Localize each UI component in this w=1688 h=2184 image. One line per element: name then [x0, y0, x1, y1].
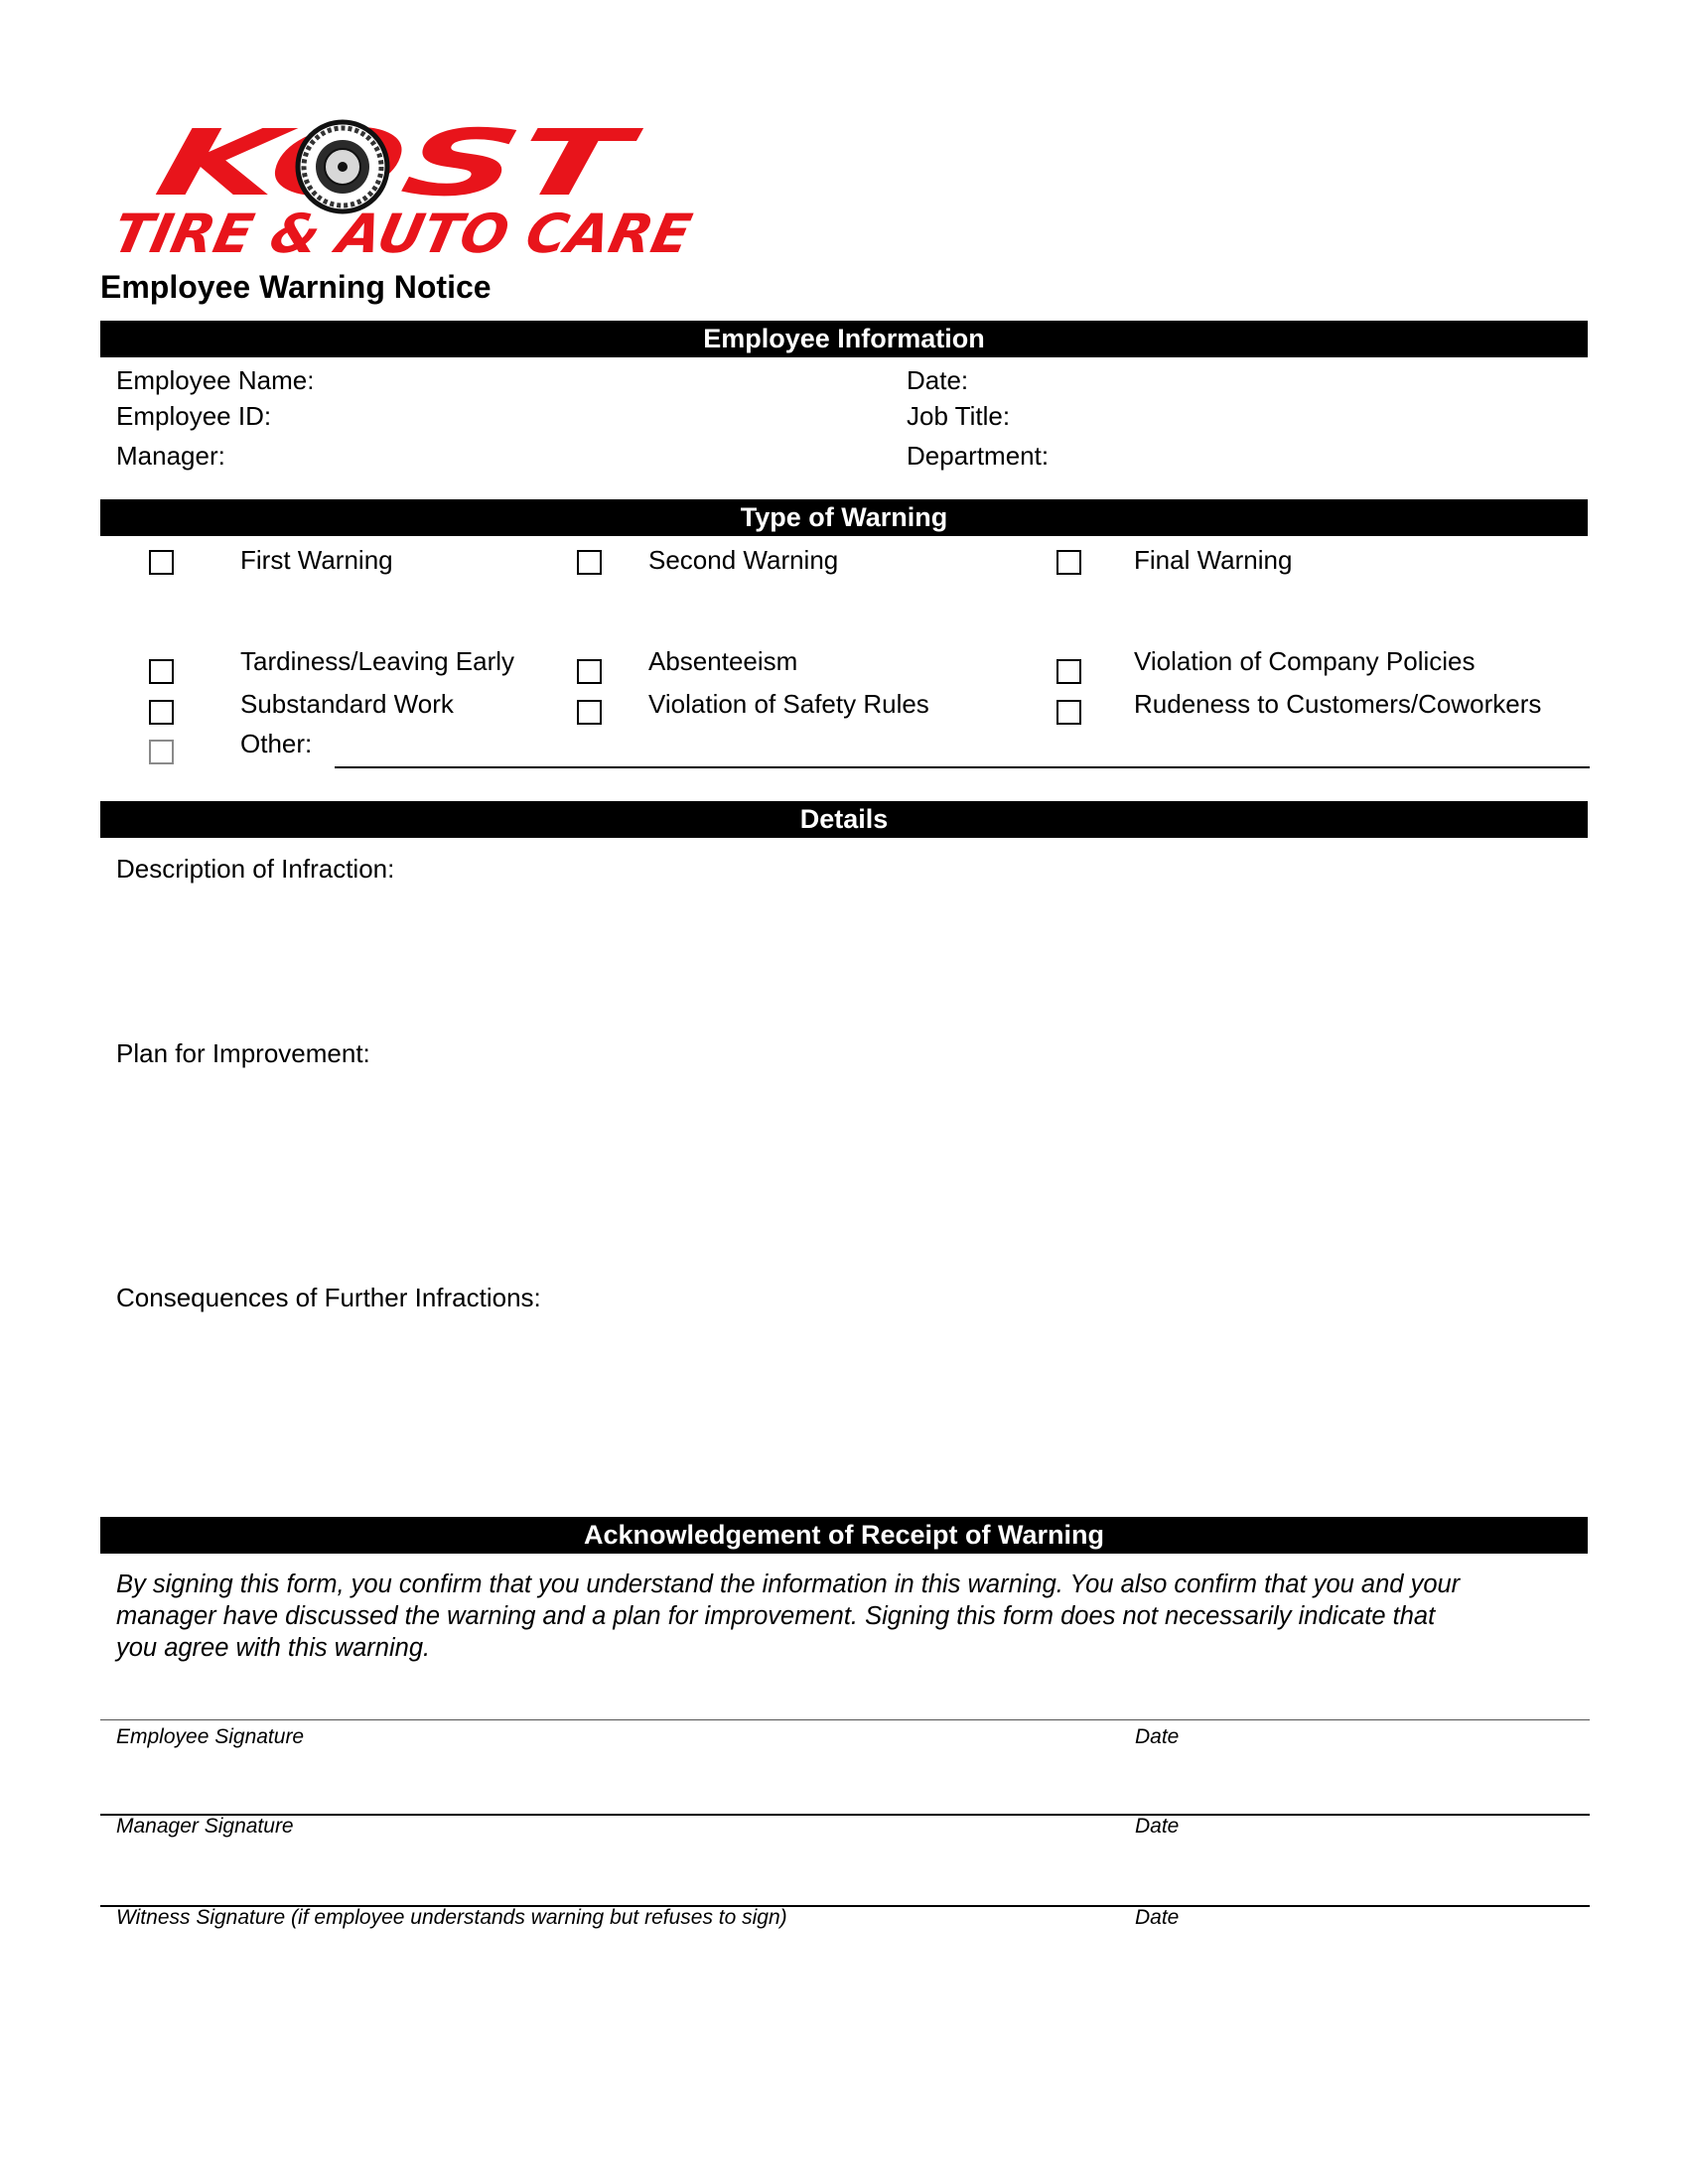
final-warning-checkbox[interactable] — [1056, 550, 1081, 575]
manager-label: Manager: — [116, 441, 225, 471]
company-policies-label: Violation of Company Policies — [1134, 646, 1476, 676]
other-input-line[interactable] — [335, 766, 1590, 768]
section-bar-employee-info — [100, 321, 1588, 357]
department-label: Department: — [907, 441, 1050, 471]
other-label: Other: — [240, 729, 313, 758]
employee-name-label: Employee Name: — [116, 365, 315, 395]
consequences-label: Consequences of Further Infractions: — [116, 1283, 541, 1312]
acknowledgement-text — [116, 1569, 1546, 1664]
consequences-field[interactable] — [116, 1318, 1586, 1507]
section-bar-acknowledgement — [100, 1517, 1588, 1554]
section-bar-details — [100, 801, 1588, 838]
manager-signature-line[interactable] — [100, 1814, 1590, 1816]
section-title-acknowledgement: Acknowledgement of Receipt of Warning — [583, 1520, 1105, 1550]
description-field[interactable] — [116, 888, 1586, 1027]
section-bar-type-of-warning — [100, 499, 1588, 536]
rudeness-checkbox[interactable] — [1056, 700, 1081, 725]
other-checkbox[interactable] — [149, 740, 174, 764]
form-title: Employee Warning Notice — [100, 269, 492, 305]
acknowledgement-line-2: manager have discussed the warning and a plan for improvement. Signing this form does not necessarily indicate that — [116, 1602, 1436, 1630]
second-warning-checkbox[interactable] — [577, 550, 602, 575]
section-title-employee-info: Employee Information — [703, 324, 985, 353]
safety-rules-checkbox[interactable] — [577, 700, 602, 725]
first-warning-label: First Warning — [240, 545, 393, 575]
plan-label: Plan for Improvement: — [116, 1038, 370, 1068]
first-warning-checkbox[interactable] — [149, 550, 174, 575]
logo-graphic — [99, 117, 695, 258]
plan-field[interactable] — [116, 1074, 1586, 1273]
absenteeism-checkbox[interactable] — [577, 659, 602, 684]
witness-signature-label: Witness Signature (if employee understands warning but refuses to sign) — [116, 1906, 787, 1929]
logo-bottom-text: TIRE & AUTO CARE — [107, 202, 682, 258]
manager-signature-label: Manager Signature — [116, 1815, 294, 1838]
absenteeism-label: Absenteeism — [648, 646, 798, 676]
manager-signature-date-label: Date — [1135, 1815, 1180, 1838]
job-title-label: Job Title: — [907, 401, 1011, 431]
logo-top-text: KOST — [147, 117, 442, 216]
tardiness-checkbox[interactable] — [149, 659, 174, 684]
description-label: Description of Infraction: — [116, 854, 395, 884]
second-warning-label: Second Warning — [648, 545, 839, 575]
witness-signature-date-label: Date — [1135, 1906, 1180, 1929]
rudeness-label: Rudeness to Customers/Coworkers — [1134, 689, 1542, 719]
acknowledgement-line-3: you agree with this warning. — [116, 1634, 431, 1662]
employee-id-label: Employee ID: — [116, 401, 272, 431]
company-logo — [99, 117, 695, 258]
substandard-work-label: Substandard Work — [240, 689, 454, 719]
company-policies-checkbox[interactable] — [1056, 659, 1081, 684]
section-title-details: Details — [799, 804, 889, 834]
section-title-type-of-warning: Type of Warning — [740, 502, 948, 532]
date-label: Date: — [907, 365, 969, 395]
substandard-work-checkbox[interactable] — [149, 700, 174, 725]
safety-rules-label: Violation of Safety Rules — [648, 689, 929, 719]
acknowledgement-line-1: By signing this form, you confirm that you understand the information in this warning. You also confirm that you and your — [116, 1570, 1461, 1598]
employee-signature-date-label: Date — [1135, 1725, 1180, 1748]
tardiness-label: Tardiness/Leaving Early — [240, 646, 515, 676]
employee-signature-label: Employee Signature — [116, 1725, 305, 1748]
employee-signature-line[interactable] — [100, 1719, 1590, 1720]
final-warning-label: Final Warning — [1134, 545, 1293, 575]
tire-icon — [298, 122, 387, 211]
